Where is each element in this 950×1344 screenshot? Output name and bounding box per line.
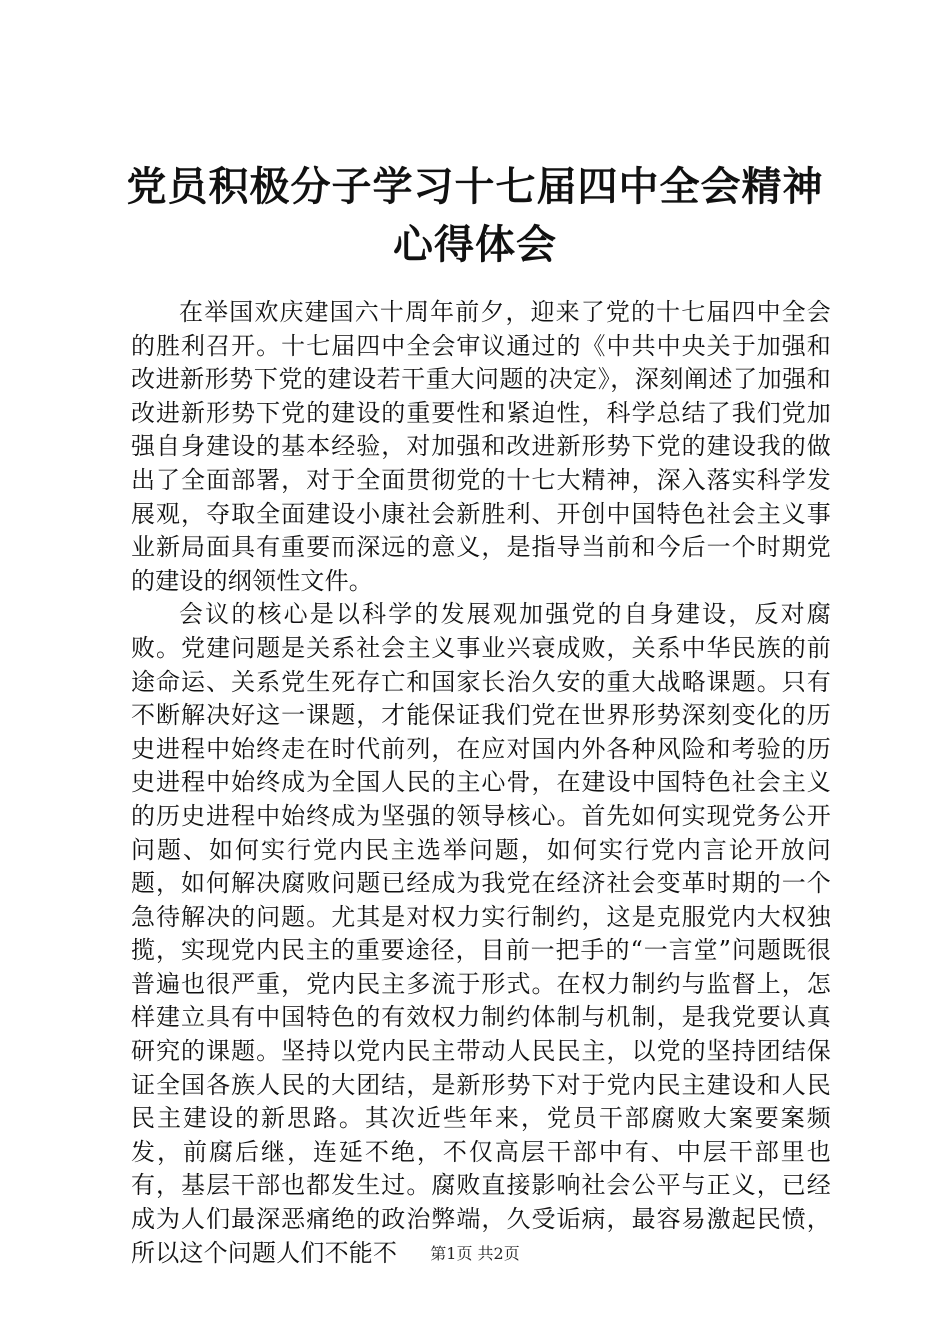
document-title: 党员积极分子学习十七届四中全会精神心得体会 bbox=[126, 164, 824, 268]
document-body bbox=[131, 296, 831, 1270]
page-footer: 第1页 共2页 bbox=[430, 1244, 520, 1263]
paragraph-1: 在举国欢庆建国六十周年前夕，迎来了党的十七届四中全会的胜利召开。十七届四中全会审议通过的《中共中央关于加强和改进新形势下党的建设若干重大问题的决定》，深刻阐述了加强和改进新形势下党的建设的重要性和紧迫性，科学总结了我们党加强自身建设的基本经验，对加强和改进新形势下党的建设我的做出了全面部署，对于全面贯彻党的十七大精神，深入落实科学发展观，夺取全面建设小康社会新胜利、开创中国特色社会主义事业新局面具有重要而深远的意义，是指导当前和今后一个时期党的建设的纲领性文件。 bbox=[131, 298, 831, 595]
paragraph-2: 会议的核心是以科学的发展观加强党的自身建设，反对腐败。党建问题是关系社会主义事业兴衰成败，关系中华民族的前途命运、关系党生死存亡和国家长治久安的重大战略课题。只有不断解决好这一课题，才能保证我们党在世界形势深刻变化的历史进程中始终走在时代前列，在应对国内外各种风险和考验的历史进程中始终成为全国人民的主心骨，在建设中国特色社会主义的历史进程中始终成为坚强的领导核心。首先如何实现党务公开问题、如何实行党内民主选举问题，如何实行党内言论开放问题，如何解决腐败问题已经成为我党在经济社会变革时期的一个急待解决的问题。尤其是对权力实行制约，这是克服党内大权独揽，实现党内民主的重要途径，目前一把手的“一言堂”问题既很普遍也很严重，党内民主多流于形式。在权力制约与监督上，怎样建立具有中国特色的有效权力制约体制与机制，是我党要认真研究的课题。坚持以党内民主带动人民民主，以党的坚持团结保证全国各族人民的大团结，是新形势下对于党内民主建设和人民民主建设的新思路。其次近些年来，党员干部腐败大案要案频发，前腐后继，连延不绝，不仅高层干部中有、中层干部里也有，基层干部也都发生过。腐败直接影响社会公平与正义，已经成为人们最深恶痛绝的政治弊端，久受诟病，最容易激起民愤，所以这个问题人们不能不 bbox=[131, 600, 831, 1267]
